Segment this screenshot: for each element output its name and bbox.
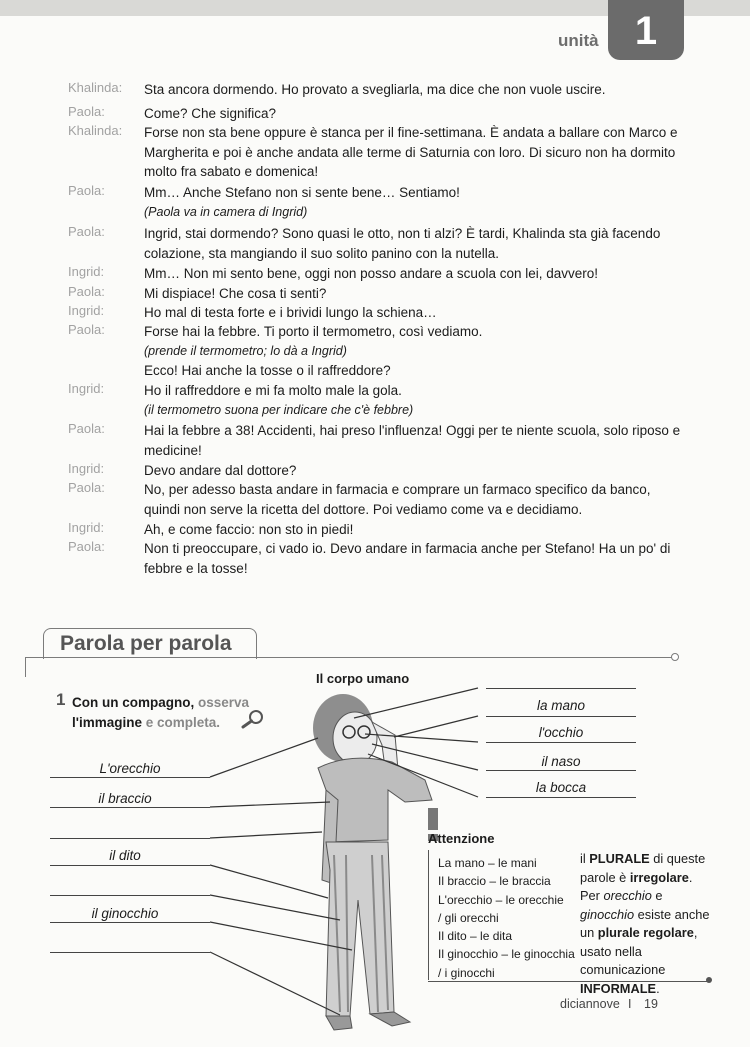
line-text: Devo andare dal dottore?: [144, 463, 297, 478]
line-text: Forse hai la febbre. Ti porto il termometro, così vediamo.: [144, 324, 483, 339]
line-text: No, per adesso basta andare in farmacia e comprare un farmaco specifico da banco, quindi non serve la ricetta del dottore. Poi vediamo come va e decidiamo.: [144, 482, 651, 517]
speaker: Paola:: [68, 183, 105, 198]
speaker: Ingrid:: [68, 381, 105, 396]
plural-pair: Il dito – le dita: [438, 929, 513, 944]
answer-right: la bocca: [535, 780, 587, 795]
page-number: 19: [644, 997, 658, 1011]
speaker: Paola:: [68, 284, 105, 299]
line-text: Mm… Anche Stefano non si sente bene… Sentiamo!: [144, 185, 460, 200]
note-text: il: [580, 851, 590, 866]
line-text: Mi dispiace! Che cosa ti senti?: [144, 286, 327, 301]
attention-title: Attenzione: [428, 831, 495, 846]
line-text: Come? Che significa?: [144, 106, 277, 121]
answer-line[interactable]: [50, 777, 210, 778]
answer-line[interactable]: [50, 895, 210, 896]
plural-pair: Il braccio – le braccia: [438, 874, 551, 889]
note-bold: PLURALE: [589, 851, 650, 866]
answer-left: L'orecchio: [99, 761, 161, 776]
answer-line[interactable]: [50, 922, 210, 923]
note-text: .: [656, 980, 660, 996]
instruction-part: Con un compagno,: [72, 695, 195, 710]
answer-left: il ginocchio: [91, 906, 159, 921]
speaker: Khalinda:: [68, 123, 123, 138]
speaker: Ingrid:: [68, 264, 105, 279]
instruction-part: e: [145, 715, 154, 730]
speaker: Ingrid:: [68, 461, 105, 476]
answer-line[interactable]: [486, 716, 636, 717]
instruction-part: l'immagine: [72, 715, 142, 730]
stage-direction: (prende il termometro; lo dà a Ingrid): [144, 344, 347, 358]
figure-title: Il corpo umano: [316, 671, 410, 686]
note-bold: INFORMALE: [580, 980, 657, 996]
note-italic: ginocchio: [580, 906, 635, 922]
speaker: Paola:: [68, 322, 105, 337]
speaker: Paola:: [68, 539, 105, 554]
answer-line[interactable]: [486, 770, 636, 771]
note-text: esiste anche un: [580, 906, 710, 940]
instruction-part: osserva: [198, 695, 250, 710]
plural-list: [438, 854, 575, 982]
plural-pair: / gli orecchi: [438, 910, 499, 925]
note-text: , usato nella comunicazione: [580, 925, 698, 977]
line-text: Ho il raffreddore e mi fa molto male la gola.: [144, 383, 402, 398]
exercise-number: 1: [56, 690, 66, 709]
page-word: diciannove: [560, 997, 620, 1011]
answer-line[interactable]: [50, 838, 210, 839]
line-text: Ho mal di testa forte e i brividi lungo la schiena…: [144, 305, 437, 320]
instruction-part: completa.: [157, 715, 221, 730]
answer-line[interactable]: [486, 742, 636, 743]
line-text: Ecco! Hai anche la tosse o il raffreddore?: [144, 363, 391, 378]
note-text: di queste parole è: [580, 851, 706, 885]
line-text: Non ti preoccupare, ci vado io. Devo andare in farmacia anche per Stefano! Ha un po' di febbre e la tosse!: [144, 541, 671, 576]
unit-number-tab: 1: [608, 0, 684, 60]
section-title: Parola per parola: [60, 632, 232, 655]
speaker: Ingrid:: [68, 520, 105, 535]
plural-note: [580, 850, 715, 998]
stage-direction: (Paola va in camera di Ingrid): [144, 205, 308, 219]
line-text: Hai la febbre a 38! Accidenti, hai preso l'influenza! Oggi per te niente scuola, solo riposo e medicine!: [144, 423, 681, 458]
plural-pair: L'orecchio – le orecchie: [438, 892, 564, 907]
speaker: Paola:: [68, 480, 105, 495]
note-italic: orecchio: [603, 888, 652, 903]
note-text: e: [651, 888, 663, 903]
note-bold: irregolare: [629, 869, 689, 885]
answer-right: la mano: [536, 698, 586, 713]
speaker: Ingrid:: [68, 303, 105, 318]
speaker: Khalinda:: [68, 80, 123, 95]
line-text: Ah, e come faccio: non sto in piedi!: [144, 522, 354, 537]
answer-line[interactable]: [50, 807, 210, 808]
attention-border-left: [428, 850, 429, 980]
unit-label: unità: [558, 31, 599, 50]
speaker: Paola:: [68, 104, 105, 119]
answer-line[interactable]: [486, 688, 636, 689]
answer-left: il dito: [109, 848, 141, 863]
answer-right: l'occhio: [538, 725, 584, 740]
answer-line[interactable]: [50, 865, 210, 866]
plural-pair: Il ginocchio – le ginocchia: [438, 947, 575, 962]
answer-right: il naso: [541, 754, 581, 769]
line-text: Sta ancora dormendo. Ho provato a svegliarla, ma dice che non vuole uscire.: [144, 82, 606, 97]
stage-direction: (il termometro suona per indicare che c'è febbre): [144, 403, 414, 417]
note-bold: plurale regolare: [597, 925, 694, 940]
plural-pair: / i ginocchi: [438, 965, 495, 980]
line-text: Forse non sta bene oppure è stanca per il fine-settimana. È andata a ballare con Marco e Margherita e poi è anche andata alle terme di Saturnia con loro. Di sicuro non ha dormito molto fra sabato e domenica!: [144, 125, 678, 179]
answer-line[interactable]: [50, 952, 210, 953]
speaker: Paola:: [68, 224, 105, 239]
answer-left: il braccio: [98, 791, 152, 806]
note-text: . Per: [580, 869, 693, 903]
answer-line[interactable]: [486, 797, 636, 798]
line-text: Mm… Non mi sento bene, oggi non posso andare a scuola con lei, davvero!: [144, 266, 599, 281]
line-text: Ingrid, stai dormendo? Sono quasi le otto, non ti alzi? È tardi, Khalinda sta già facendo colazione, sta mangiando il suo solito panino con la nutella.: [144, 226, 661, 261]
page-separator: I: [628, 997, 632, 1011]
plural-pair: La mano – le mani: [438, 856, 537, 870]
speaker: Paola:: [68, 421, 105, 436]
